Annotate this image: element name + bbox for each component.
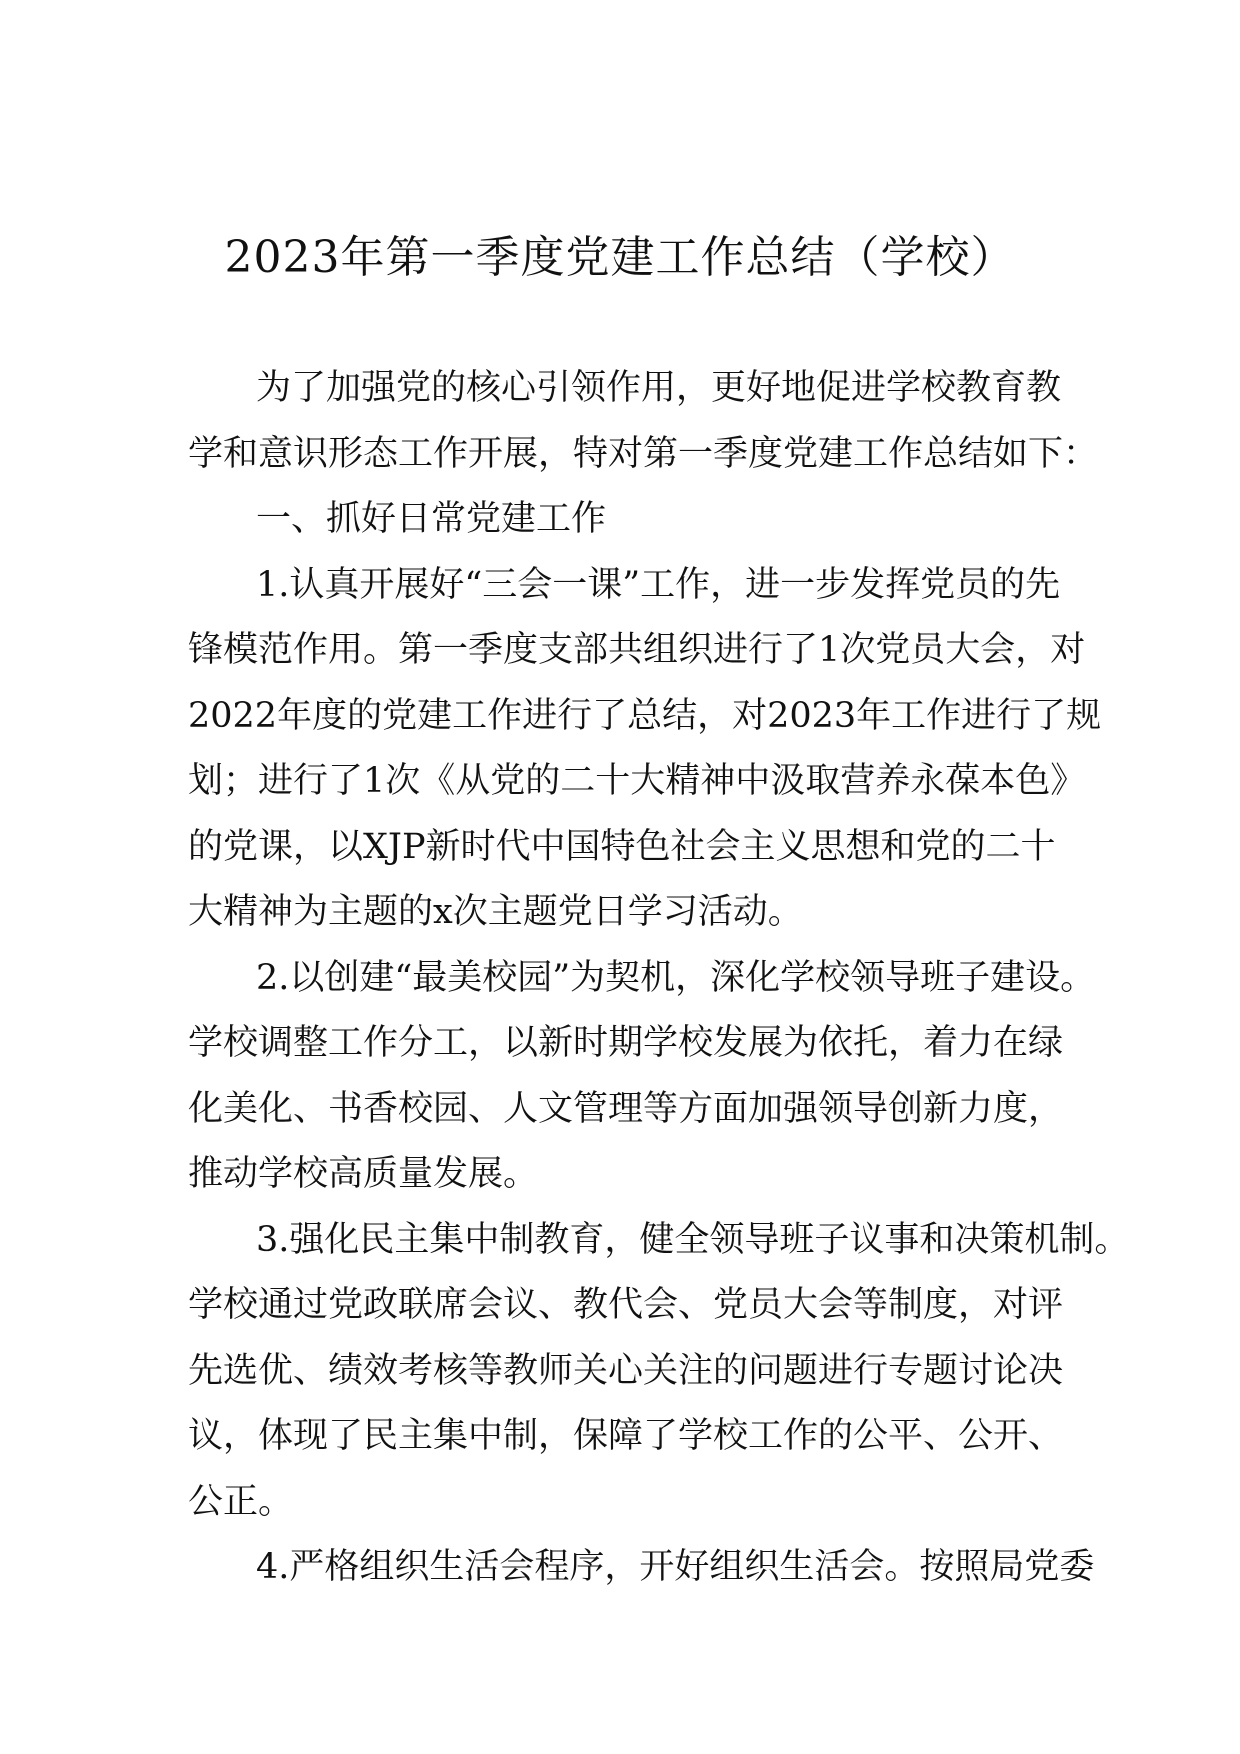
text-line: 公正。 (188, 1481, 294, 1522)
document-title: 2023年第一季度党建工作总结（学校） (224, 232, 1016, 283)
text-line: 化美化、书香校园、人文管理等方面加强领导创新力度， (188, 1088, 1064, 1129)
text-line: 为了加强党的核心引领作用，更好地促进学校教育教 (256, 368, 1062, 408)
text-line: 划；进行了1次《从党的二十大精神中汲取营养永葆本色》 (188, 761, 1086, 801)
text-line: 推动学校高质量发展。 (188, 1154, 539, 1194)
text-line: 大精神为主题的x次主题党日学习活动。 (188, 892, 803, 932)
text-line: 2022年度的党建工作进行了总结，对2023年工作进行了规 (188, 695, 1102, 736)
text-line: 先选优、绩效考核等教师关心关注的问题进行专题讨论决 (188, 1350, 1064, 1391)
text-line: 的党课，以XJP新时代中国特色社会主义思想和党的二十 (188, 826, 1056, 867)
section-heading: 一、抓好日常党建工作 (256, 499, 607, 539)
text-line: 学校调整工作分工，以新时期学校发展为依托，着力在绿 (188, 1023, 1064, 1063)
document-body (188, 356, 1130, 1601)
text-line: 议，体现了民主集中制，保障了学校工作的公平、公开、 (188, 1416, 1064, 1456)
text-line: 4.严格组织生活会程序，开好组织生活会。按照局党委 (256, 1547, 1095, 1587)
text-line: 1.认真开展好“三会一课”工作，进一步发挥党员的先 (256, 564, 1061, 605)
text-line: 2.以创建“最美校园”为契机，深化学校领导班子建设。 (256, 957, 1096, 998)
text-line: 锋模范作用。第一季度支部共组织进行了1次党员大会，对 (188, 630, 1086, 670)
text-line: 学和意识形态工作开展，特对第一季度党建工作总结如下： (188, 433, 1099, 474)
text-line: 学校通过党政联席会议、教代会、党员大会等制度，对评 (188, 1285, 1064, 1325)
text-line: 3.强化民主集中制教育，健全领导班子议事和决策机制。 (256, 1219, 1130, 1260)
